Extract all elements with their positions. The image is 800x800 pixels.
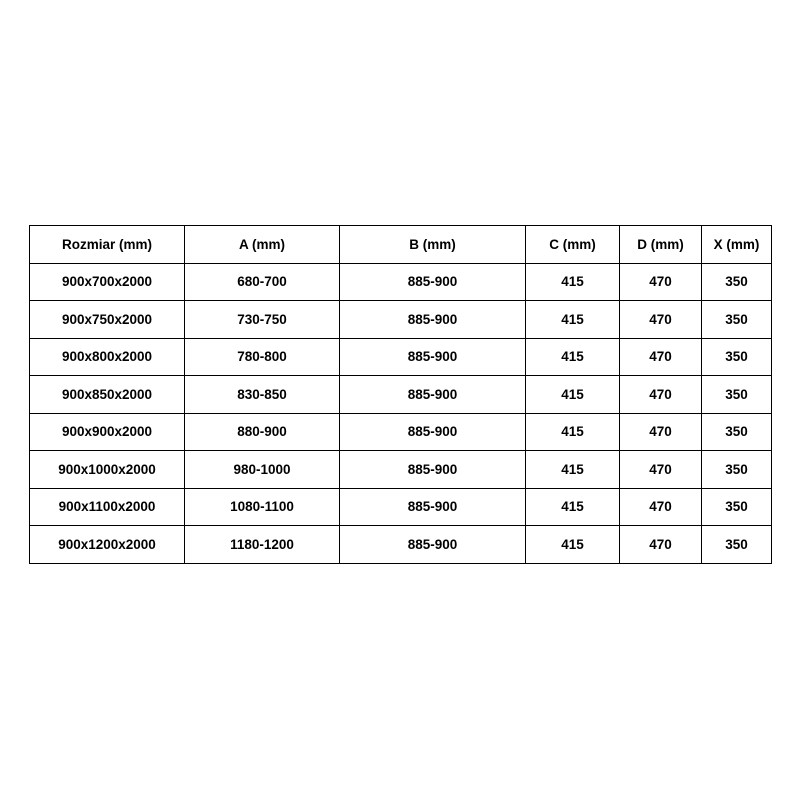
column-header-d: D (mm) bbox=[620, 226, 702, 264]
column-header-c: C (mm) bbox=[526, 226, 620, 264]
cell-rozmiar: 900x700x2000 bbox=[30, 263, 185, 301]
cell-d: 470 bbox=[620, 451, 702, 489]
cell-b: 885-900 bbox=[340, 451, 526, 489]
table-row bbox=[30, 488, 772, 526]
cell-c: 415 bbox=[526, 301, 620, 339]
cell-b: 885-900 bbox=[340, 338, 526, 376]
cell-b: 885-900 bbox=[340, 263, 526, 301]
cell-x: 350 bbox=[702, 488, 772, 526]
cell-x: 350 bbox=[702, 526, 772, 564]
cell-d: 470 bbox=[620, 263, 702, 301]
cell-rozmiar: 900x1100x2000 bbox=[30, 488, 185, 526]
cell-x: 350 bbox=[702, 301, 772, 339]
cell-x: 350 bbox=[702, 338, 772, 376]
cell-b: 885-900 bbox=[340, 526, 526, 564]
table-row bbox=[30, 526, 772, 564]
cell-rozmiar: 900x1000x2000 bbox=[30, 451, 185, 489]
cell-c: 415 bbox=[526, 488, 620, 526]
cell-b: 885-900 bbox=[340, 301, 526, 339]
cell-c: 415 bbox=[526, 526, 620, 564]
cell-a: 830-850 bbox=[185, 376, 340, 414]
cell-b: 885-900 bbox=[340, 488, 526, 526]
cell-c: 415 bbox=[526, 413, 620, 451]
cell-d: 470 bbox=[620, 301, 702, 339]
column-header-rozmiar: Rozmiar (mm) bbox=[30, 226, 185, 264]
cell-d: 470 bbox=[620, 338, 702, 376]
cell-c: 415 bbox=[526, 376, 620, 414]
cell-d: 470 bbox=[620, 488, 702, 526]
cell-rozmiar: 900x850x2000 bbox=[30, 376, 185, 414]
column-header-b: B (mm) bbox=[340, 226, 526, 264]
cell-a: 680-700 bbox=[185, 263, 340, 301]
table-row bbox=[30, 338, 772, 376]
column-header-x: X (mm) bbox=[702, 226, 772, 264]
column-header-a: A (mm) bbox=[185, 226, 340, 264]
size-table bbox=[29, 225, 772, 564]
cell-rozmiar: 900x1200x2000 bbox=[30, 526, 185, 564]
cell-a: 780-800 bbox=[185, 338, 340, 376]
table-row bbox=[30, 451, 772, 489]
cell-d: 470 bbox=[620, 376, 702, 414]
cell-a: 1080-1100 bbox=[185, 488, 340, 526]
table-row bbox=[30, 376, 772, 414]
table-row bbox=[30, 301, 772, 339]
cell-x: 350 bbox=[702, 376, 772, 414]
cell-d: 470 bbox=[620, 413, 702, 451]
cell-rozmiar: 900x900x2000 bbox=[30, 413, 185, 451]
cell-a: 1180-1200 bbox=[185, 526, 340, 564]
cell-rozmiar: 900x800x2000 bbox=[30, 338, 185, 376]
table-row bbox=[30, 413, 772, 451]
cell-b: 885-900 bbox=[340, 413, 526, 451]
cell-b: 885-900 bbox=[340, 376, 526, 414]
cell-x: 350 bbox=[702, 451, 772, 489]
cell-c: 415 bbox=[526, 263, 620, 301]
cell-c: 415 bbox=[526, 451, 620, 489]
cell-x: 350 bbox=[702, 413, 772, 451]
size-table-container bbox=[29, 225, 771, 564]
table-row bbox=[30, 263, 772, 301]
cell-a: 880-900 bbox=[185, 413, 340, 451]
cell-c: 415 bbox=[526, 338, 620, 376]
cell-a: 730-750 bbox=[185, 301, 340, 339]
cell-x: 350 bbox=[702, 263, 772, 301]
cell-d: 470 bbox=[620, 526, 702, 564]
table-header-row bbox=[30, 226, 772, 264]
cell-rozmiar: 900x750x2000 bbox=[30, 301, 185, 339]
cell-a: 980-1000 bbox=[185, 451, 340, 489]
